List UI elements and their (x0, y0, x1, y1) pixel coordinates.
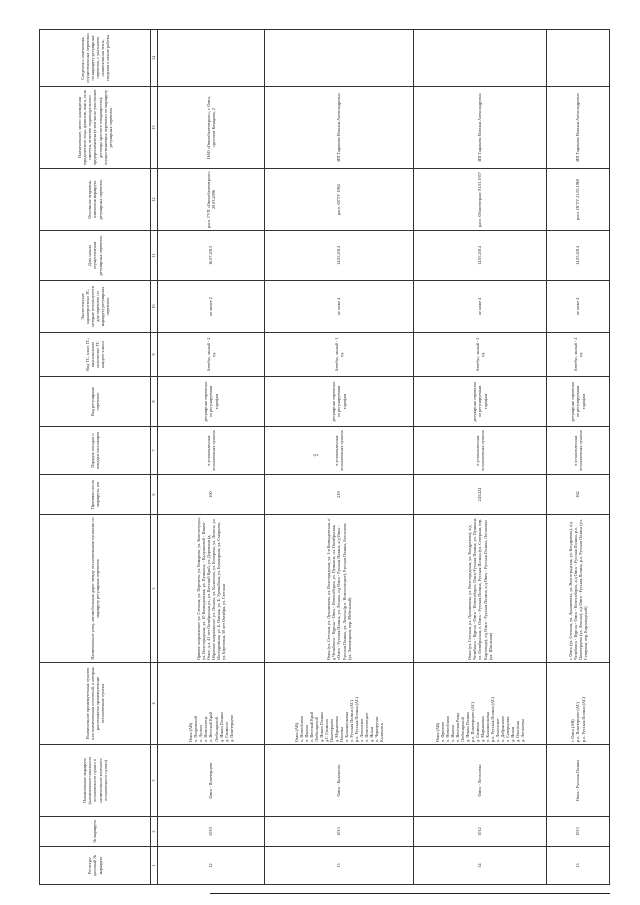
stop-name: р.п. Русская Поляна (АС) (354, 696, 360, 742)
boarding-order: в установленных остановочных пунктах (158, 427, 265, 475)
eco-class: не менее 2 (158, 281, 265, 333)
column-number: 13 (151, 87, 158, 169)
stop-name: п. Калашниковка (344, 711, 350, 742)
vehicle-class: Автобус, малый - 2 ед. (414, 333, 547, 377)
stop-name: Омск (АВ) (293, 722, 299, 742)
start-date: 14.05.2014 (265, 231, 414, 281)
header-cell: Вид ТС, класс ТС, максимальное количество ТС каждого класса (40, 333, 151, 377)
stop-name: д. Ясная (369, 727, 375, 742)
start-date: 14.05.2014 (547, 231, 610, 281)
stop-name: п. Иванко (303, 724, 309, 742)
header-row (40, 30, 151, 885)
stop-name: д. Языки Поляна (464, 712, 470, 742)
eco-class: не ниже 4 (414, 281, 547, 333)
basis-document: раcп. ОГТУ 1964 (265, 169, 414, 231)
route-registry-table (39, 29, 610, 885)
registration-number: 13 (265, 847, 414, 885)
page-number: 5 (311, 453, 318, 457)
stop-name: д. Ольгинка (515, 720, 521, 742)
basis-document: раcп. ОГТУ 21.03.1960 (547, 169, 610, 231)
stop-name: р.п. Пикетерцево (АС) (469, 702, 475, 742)
stop-name: п. Новооблино (298, 715, 304, 742)
column-number-row (151, 30, 158, 885)
vehicle-class: Автобус, малый - 2 ед. (158, 333, 265, 377)
carrier: ИП Тырикова Наталья Александровна (547, 87, 610, 169)
stop-name: р.п. Русская Поляна (АС) (490, 696, 496, 742)
intermediate-stops (414, 663, 547, 745)
eco-class: не ниже 4 (265, 281, 414, 333)
start-date: 14.05.2014 (414, 231, 547, 281)
route-length: 162 (547, 475, 610, 515)
stop-name: Поповка (339, 726, 344, 742)
stop-name: п. Иванко (449, 724, 455, 742)
carrier: ОАО «Омскоблавтотранс», г. Омск, проспект Комарова, 2 (158, 87, 265, 169)
column-number: 10 (151, 281, 158, 333)
carrier: ИП Тырикова Наталья Александровна (265, 87, 414, 169)
stop-name: Пикетерцево (328, 719, 334, 742)
route-registry-sheet (39, 30, 606, 885)
route-name: Омск - Русская Поляна (547, 745, 610, 817)
column-number: 9 (151, 333, 158, 377)
column-number: 7 (151, 427, 158, 475)
stop-name: р.п. Русская Поляна (АС) (580, 696, 586, 742)
route-number: 5010 (158, 817, 265, 847)
route-length: 219 (265, 475, 414, 515)
carrier: ИП Тырикова Наталья Александровна (414, 87, 547, 169)
header-cell: Дата начала осуществления регулярных перевозок (40, 231, 151, 281)
table-row (547, 30, 610, 885)
route-length: 243/224 (414, 475, 547, 515)
intermediate-stops (265, 663, 414, 745)
stop-name: п. Фролово (439, 721, 445, 742)
stop-name: д.Г. Глимино (323, 719, 329, 742)
route-name: Омск - Пикетерцево (158, 745, 265, 817)
header-cell: Наименование, место нахождения юридического лица, фамилия, имя и, если имеется, отчество индивидуального предпринимателя (в том числе участников договора простого товарищества), осуществляющих перевозки по маршруту регулярных перевозок (40, 87, 151, 169)
column-number: 2 (151, 817, 158, 847)
transport-type: регулярные перевозки по регулируемым тарифам (547, 377, 610, 427)
header-cell: Порядок посадки и высадки пассажиров (40, 427, 151, 475)
header-cell: № маршрута (40, 817, 151, 847)
stop-name: д. Глимино (223, 722, 229, 742)
table-row (265, 30, 414, 885)
intermediate-stops (547, 663, 610, 745)
column-number: 3 (151, 745, 158, 817)
stop-name: п. Ленинское (495, 718, 501, 742)
column-number: 4 (151, 663, 158, 745)
route-number: 1013 (547, 817, 610, 847)
stop-name: п. Лузино (198, 724, 204, 742)
column-number: 8 (151, 377, 158, 427)
route-streets: Омск (ул. Степная, ул. Лукашевича, ул. Волгоградская, ул. Кондратова), а/д Челябинск - Курган - Омск - Новосибирск, Омск-Русская Поляна, ул. Пушкина, пл. Октябрьская, п. Омск - Русская Поляна, Русская Поляна (ул. Северная, пер. Кирзавода), а/д Омск - Русская Поляна, а/д Омск - Русская Поляна, Логиновка (ул. Школьная) (414, 515, 547, 663)
header-cell: Наименование промежуточных пунктов или наименования поселений, в которых расположены промежуточные остановочные пункты (40, 663, 151, 745)
stop-name: п. Калашниковка (485, 711, 491, 742)
column-number: 12 (151, 169, 158, 231)
stop-name: д. Глимино (474, 722, 480, 742)
transport-type: регулярные перевозки по регулируемым тарифам (158, 377, 265, 427)
stop-name: д. Логиновка (520, 718, 526, 742)
registration-number: 12 (158, 847, 265, 885)
route-number: 1013 (265, 817, 414, 847)
header-cell: Протяжен-ность маршрута, км (40, 475, 151, 515)
eco-class: не ниже 4 (547, 281, 610, 333)
stop-name: п. Веселый Край (208, 711, 214, 742)
stop-name: д. Марьяновка (480, 716, 485, 742)
route-streets: Прямое направление: ул. Степная, ул. Перелета, ул. Комарова, ул. Конституции, ул. Волгоградская, ул. 10 Комкадовская, ул. Пушкина, - Калушковой - Ишим - Омск: д.л. 41 лет Октябрьская ул., ул. Веселый Край, ул. Дорожная (д. Обратное направление: ул. Ленина, ул. Калинина, ул. Конорова, ул. Ленина, ул. Ипподромная, ул. Б. Омская, ул. Б. Урожайная, ул. Бульварная, ул. Смирнова, ул. Березовая, 30 лет Октября, ул. Степная (158, 515, 265, 663)
transport-type: регулярные перевозки по регулируемым тарифам (265, 377, 414, 427)
boarding-order: в установленных остановочных пунктах (265, 427, 414, 475)
vehicle-class: Автобус, малый - 1 ед. (265, 333, 414, 377)
stop-name: п. Ленинское (359, 718, 365, 742)
vehicle-class: Автобус, малый - 2 ед. (547, 333, 610, 377)
route-name: Омск - Логиновка (414, 745, 547, 817)
column-number: 11 (151, 231, 158, 281)
stop-name: п. Веселый Край (308, 711, 314, 742)
column-number: 5 (151, 515, 158, 663)
notes (547, 30, 610, 87)
stop-name: Любинарский (459, 717, 465, 742)
stop-name: д. Марьяновка (333, 716, 339, 742)
notes (414, 30, 547, 87)
route-streets: г. Омск (ул. Степная, ул. Лукашевича, ул. Волгоградская, ул. Кондратова), а/д Челябинск - Курган - Омск - Новосибирск, а/д Омск - Русская Поляна, р.п. Пикетерцево (ул. Ленина), а/д Омск - Русская Поляна, р.п. Русская Поляна (ул. Северная, пер. Кирзаводский) (547, 515, 610, 663)
route-name: Омск - Калачинск (265, 745, 414, 817)
stop-name: п. Веселая Роща (454, 712, 460, 742)
notes (265, 30, 414, 87)
table-row (414, 30, 547, 885)
column-number: 6 (151, 475, 158, 515)
header-cell: Основание открытия, изменения маршрута регулярных перевозок (40, 169, 151, 231)
start-date: 16.07.2013 (158, 231, 265, 281)
route-streets: Омск (ул. Степная, ул. Лукашевича, ул. Волгоградская, ул. 1-я Комкадовская, а/д Челябинск - Курган - Омск - Новосибирск, ул. Пушкина, пл. Октябрьская, г.Омск - Русская Поляна, ул. Ленина, а/д Омск - Русская Поляна, а/д Омск - Русская Поляна, ул. Ленина (р.п. Новоселецкое), Русская Поляна, Беспалова (ул. Элеваторная, пер. Мебельный) (265, 515, 414, 663)
header-cell: Регистра-ционный № маршрута (40, 847, 151, 885)
boarding-order: в установленных остановочных пунктах (414, 427, 547, 475)
registration-number: 14 (414, 847, 547, 885)
route-number: 1012 (414, 817, 547, 847)
basis-document: раcп. ГУП «Омскоблавтотранс» 20.03.2006 (158, 169, 265, 231)
stop-name: п. Новоселецкое (364, 712, 370, 742)
header-cell: Сведения о изменениях, осуществленных перевозки по маршруту регулярных перевозок, с указанием наименования этапа, сведения о начале работы (40, 30, 151, 87)
boarding-order: в установленных остановочных пунктах (547, 427, 610, 475)
stop-name: Омск (АВ) (188, 722, 194, 742)
stop-name: Омск (АВ) (434, 722, 440, 742)
stop-name: д. Языки Поляна (218, 712, 224, 742)
header-cell: Экологические характеристики ТС, которые используются для перевозок по маршруту регулярных перевозок (40, 281, 151, 333)
header-cell: Наименование маршрута (наименование начального остановочного пункта и наименование конечного остановочного пункта) (40, 745, 151, 817)
stop-name: п. Скворцовка (505, 716, 511, 742)
basis-document: раcп. Облавтотранс 01.01.1957 (414, 169, 547, 231)
column-number: 14 (151, 30, 158, 87)
stop-name: д. Пикетерцево (228, 714, 234, 742)
stop-name: д. Ясная (510, 727, 516, 742)
stop-name: д. Языки Поляна (318, 712, 324, 742)
stop-name: п. Покровский (193, 715, 199, 742)
stop-name: Любинарский (213, 717, 219, 742)
stop-name: п. Новооблино (444, 715, 450, 742)
route-length: 100 (158, 475, 265, 515)
stop-name: п. Добрынское (500, 715, 506, 742)
stop-name: р.п. Пикетерцево (АС) (575, 702, 581, 742)
stop-name: Любинарский (313, 717, 319, 742)
notes (158, 30, 265, 87)
registration-number: 15 (547, 847, 610, 885)
stop-name: п. Русская Поляна (АС) (349, 700, 355, 742)
column-number: 1 (151, 847, 158, 885)
table-row (158, 30, 265, 885)
intermediate-stops (158, 663, 265, 745)
header-cell: Наименование улиц, автомобильных дорог между остановочными пунктами по маршруту регулярных перевозок (40, 515, 151, 663)
header-cell: Вид регулярных перевозок (40, 377, 151, 427)
stop-name: п. Черноручье (374, 716, 380, 742)
stop-name: п. Новоселецк (203, 716, 209, 742)
transport-type: регулярные перевозки по регулируемым тарифам (414, 377, 547, 427)
stop-name: Калачинск (379, 723, 385, 742)
stop-name: г. Омск (АВ) (570, 719, 576, 742)
rotated-table-wrapper (39, 30, 606, 885)
page-bottom-rule (210, 893, 610, 894)
